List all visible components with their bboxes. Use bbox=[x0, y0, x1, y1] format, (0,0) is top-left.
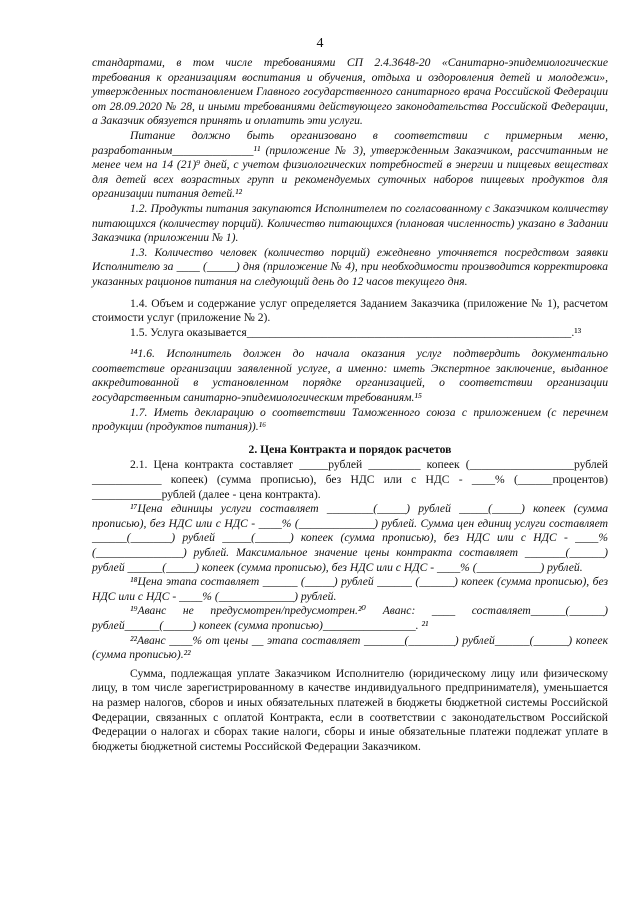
paragraph-advance-percent: ²²Аванс ____% от цены __ этапа составляет _______(________) рублей______(______) копеек (сумма прописью).²² bbox=[92, 633, 608, 662]
section-title-2: 2. Цена Контракта и порядок расчетов bbox=[248, 442, 452, 456]
paragraph-1-7: 1.7. Иметь декларацию о соответствии Таможенного союза с приложением (с перечнем продукции (продуктов питания)).¹⁶ bbox=[92, 405, 608, 434]
page-number: 4 bbox=[316, 36, 324, 51]
paragraph-1-3: 1.3. Количество человек (количество порций) ежедневно уточняется посредством заявки Исполнителю за ____ (_____) дня (приложение № 4), при необходимости производится корректировка указанных рационов питания на следующий день до 12 часов текущего дня. bbox=[92, 245, 608, 288]
paragraph-1-5: 1.5. Услуга оказывается________________________________________________________.¹³ bbox=[130, 325, 582, 339]
paragraph-2-1: 2.1. Цена контракта составляет _____рублей _________ копеек (__________________рублей ____________ копеек) (сумма прописью), без НДС или с НДС - ____% (______процентов) ____________рублей (далее - цена контракта). bbox=[92, 458, 608, 501]
paragraph-unit-price: ¹⁷Цена единицы услуги составляет ________(_____) рублей _____(_____) копеек (сумма прописью), без НДС или с НДС - ____% (_____________) рублей. Сумма цен единиц услуги составляет ______(_______) рублей _____(______) копеек (сумма прописью), без НДС или с НДС - ____% (_______________) рублей. Максимальное значение цены контракта составляет _______(______) рублей ______(_____) копеек (сумма прописью), без НДС или с НДС - ____% (___________) рублей. bbox=[92, 502, 608, 574]
paragraph-advance: ¹⁹Аванс не предусмотрен/предусмотрен.²⁰ Аванс: ____ составляет______(______) рублей______(_____) копеек (сумма прописью)________________. ²¹ bbox=[92, 604, 608, 632]
document-body bbox=[92, 56, 608, 754]
paragraph-1-4: 1.4. Объем и содержание услуг определяется Заданием Заказчика (приложение № 1), расчетом стоимости услуг (приложение № 2). bbox=[92, 296, 608, 325]
spacer bbox=[92, 290, 608, 297]
spacer bbox=[92, 340, 608, 347]
paragraph-1-1-continued: стандартами, в том числе требованиями СП 2.4.3648-20 «Санитарно-эпидемиологические требования к организациям воспитания и обучения, отдыха и оздоровления детей и молодежи», утвержденных постановлением Главного государственного санитарного врача Российской Федерации от 28.09.2020 № 28, и иными требованиями действующего законодательства Российской Федерации, а Заказчик обязуется принять и оплатить эти услуги. bbox=[92, 56, 608, 128]
paragraph-1-2: 1.2. Продукты питания закупаются Исполнителем по согласованному с Заказчиком количеству питающихся (количеству порций). Количество питающихся (плановая численность) указано в Задании Заказчика (приложении № 1). bbox=[92, 201, 608, 245]
paragraph-stage-price: ¹⁸Цена этапа составляет ______ (_____) рублей ______ (______) копеек (сумма прописью), без НДС или с НДС - ____% (_____________) рублей. bbox=[92, 575, 608, 603]
paragraph-taxes: Сумма, подлежащая уплате Заказчиком Исполнителю (юридическому лицу или физическому лицу, в том числе зарегистрированному в качестве индивидуального предпринимателя), уменьшается на размер налогов, сборов и иных обязательных платежей в бюджеты бюджетной системы Российской Федерации, связанных с оплатой Контракта, если в соответствии с законодательством Российской Федерации о налогах и сборах такие налоги, сборы и иные обязательные платежи подлежат уплате в бюджеты бюджетной системы Российской Федерации Заказчиком. bbox=[92, 666, 608, 753]
paragraph-menu: Питание должно быть организовано в соответствии с примерным меню, разработанным______________¹¹ (приложение № 3), утвержденным Заказчиком, рассчитанным не менее чем на 14 (21)⁹ дней, с учетом физиологических потребностей в энергии и пищевых веществах для детей всех возрастных групп и рекомендуемых суточных наборов пищевых продуктов для организации питания детей.¹² bbox=[92, 128, 608, 201]
paragraph-1-6: ¹⁴1.6. Исполнитель должен до начала оказания услуг подтвердить документально соответствие организации заявленной услуге, а именно: иметь Экспертное заключение, выданное аккредитованной в установленном порядке организацией, о соответствии организации государственным санитарно-эпидемиологическим требованиям.¹⁵ bbox=[92, 347, 608, 405]
